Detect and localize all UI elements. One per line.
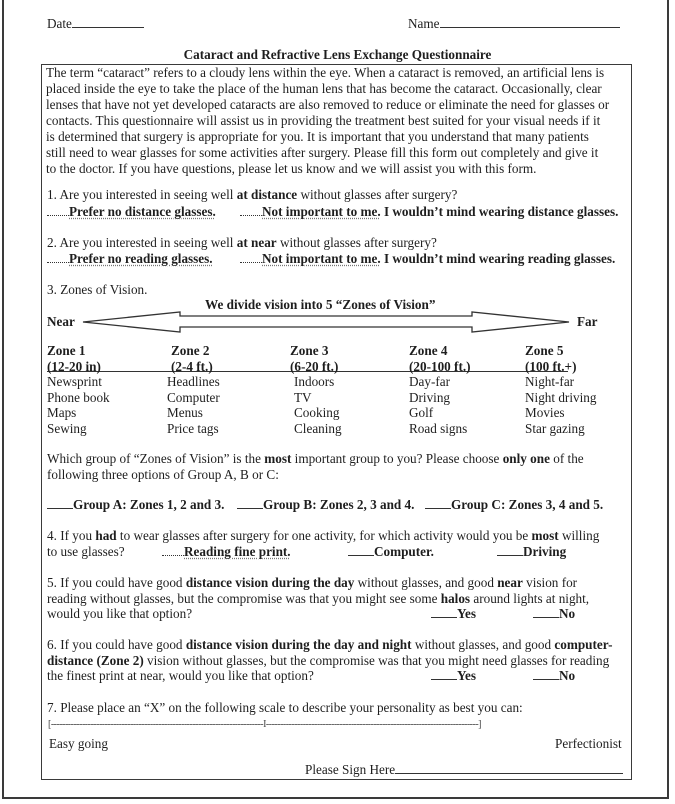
q4-blank-driving[interactable] [497,545,523,556]
question-5-line-2 [47,591,589,607]
signature-label: Please Sign Here [305,762,396,777]
group-q-text: of the [549,451,584,466]
q6-yes-option[interactable] [431,668,476,684]
q4-bold: most [531,528,559,543]
zone-item: Day-far [409,374,450,389]
q5-text: vision for [522,575,578,590]
q5-text: without glasses, and good [354,575,498,590]
q6-no-blank[interactable] [533,669,559,680]
group-c-label: Group C: Zones 3, 4 and 5. [451,497,604,512]
q5-text: reading without glasses, but the compromise was that you might see some [47,591,441,606]
q2-option-b-rest: I wouldn’t mind wearing reading glasses. [380,251,616,266]
zone-4-range: (20-100 ft.) [409,358,471,374]
zone-item: Sewing [47,420,87,436]
signature-line[interactable] [395,762,623,774]
zone-3-range: (6-20 ft.) [290,358,339,374]
q6-no-option[interactable] [533,668,575,684]
q5-bold: halos [440,591,471,606]
question-5-line-1 [47,575,577,591]
group-q-text: important group to you? Please choose [291,451,503,466]
scale-right-label: Perfectionist [555,736,622,751]
q6-no-label: No [559,668,576,683]
zone-3-column [290,343,342,436]
group-c-option[interactable] [425,497,603,513]
q6-bold: computer- [554,637,613,652]
q5-text: 5. If you could have good [47,575,186,590]
zone-item: Cooking [294,405,340,420]
zone-item: Night driving [525,389,597,405]
group-a-blank[interactable] [47,498,73,509]
q2-text: 2. Are you interested in seeing well [47,235,237,250]
group-question-line-2: following three options of Group A, B or C: [47,467,279,482]
q1-option-b-rest: I wouldn’t mind wearing distance glasses. [380,204,619,219]
q6-yes-label: Yes [457,668,477,683]
q1-text: 1. Are you interested in seeing well [47,187,237,202]
q2-option-a-label: Prefer no reading glasses. [69,251,213,266]
q5-text: around lights at night, [470,591,590,606]
zone-item: Movies [525,405,565,420]
question-5-line-3: would you like that option? [47,606,193,621]
zone-2-range: (2-4 ft.) [171,358,213,374]
zone-2-column [167,343,220,436]
date-label: Date [47,16,72,31]
question-6-line-2 [47,653,609,669]
zone-2-name: Zone 2 [171,343,210,358]
q6-bold: distance vision during the day and night [185,637,412,652]
zone-item: Star gazing [525,420,585,436]
zone-item: Night-far [525,374,575,389]
zone-5-name: Zone 5 [525,343,564,358]
question-4 [47,528,599,544]
zone-item: TV [294,389,312,405]
q5-yes-blank[interactable] [431,607,457,618]
q5-bold: distance vision during the day [185,575,355,590]
q4-option-reading-label: Reading fine print. [184,544,291,559]
group-question-line-1 [47,451,584,467]
zone-item: Indoors [294,374,335,389]
q1-text-end: without glasses after surgery? [297,187,458,202]
question-6-line-1 [47,637,613,653]
q6-bold: distance (Zone 2) [47,653,144,668]
zone-item: Computer [167,389,220,405]
zone-3-name: Zone 3 [290,343,329,358]
group-b-label: Group B: Zones 2, 3 and 4. [263,497,415,512]
q5-yes-label: Yes [457,606,477,621]
far-label: Far [577,314,598,329]
zone-item: Newsprint [47,374,102,389]
question-3-label: 3. Zones of Vision. [47,282,148,297]
personality-scale[interactable]: [---------------------------------------------------------------------------I---------------------------------------------------------------------------] [48,719,482,730]
q6-yes-blank[interactable] [431,669,457,680]
intro-line: placed inside the eye to take the place of the human lens that has become the cataract. Occasionally, clear [46,81,602,96]
question-7-label: 7. Please place an “X” on the following scale to describe your personality as best you can: [47,700,523,715]
q6-text: vision without glasses, but the compromise was that you might need glasses for reading [143,653,610,668]
zone-1-name: Zone 1 [47,343,86,358]
q4-line-2: to use glasses? [47,544,125,559]
q5-no-option[interactable] [533,606,575,622]
q1-bold: at distance [236,187,298,202]
group-b-blank[interactable] [237,498,263,509]
zone-5-column [525,343,596,436]
q4-option-driving[interactable] [497,544,566,560]
question-6-line-3: the finest print at near, would you like that option? [47,668,314,683]
zone-item: Maps [47,405,77,420]
zone-4-column [409,343,471,436]
q2-bold: at near [236,235,277,250]
q1-option-a-label: Prefer no distance glasses. [69,204,216,219]
zone-5-range: (100 ft.+) [525,358,577,374]
group-q-text: Which group of “Zones of Vision” is the [47,451,265,466]
q4-text: willing [558,528,600,543]
zone-item: Phone book [47,389,110,405]
zone-item: Headlines [167,374,220,389]
group-c-blank[interactable] [425,498,451,509]
q5-yes-option[interactable] [431,606,476,622]
zone-item: Menus [167,405,203,420]
zone-1-range: (12-20 in) [47,358,101,374]
q4-option-driving-label: Driving [523,544,567,559]
form-title: Cataract and Refractive Lens Exchange Questionnaire [183,47,492,62]
q4-option-computer-label: Computer. [374,544,434,559]
zone-4-name: Zone 4 [409,343,448,358]
zone-item: Price tags [167,420,219,436]
q1-option-b-label: Not important to me. [262,204,381,219]
intro-line: to the doctor. If you have questions, please let us know and we will assist you with this form. [46,161,537,176]
q6-text: without glasses, and good [411,637,555,652]
intro-line: lenses that have not yet developed cataracts are also removed to reduce or eliminate the need for glasses or [46,97,610,112]
q4-blank-reading[interactable] [162,545,184,556]
signature-field[interactable] [305,762,623,778]
q4-blank-computer[interactable] [348,545,374,556]
scale-left-label: Easy going [49,736,108,751]
name-label: Name [408,16,440,31]
zone-item: Road signs [409,420,468,436]
intro-line: still need to wear glasses for some activities after surgery. Please fill this form out completely and give it [46,145,599,160]
group-b-option[interactable] [237,497,414,513]
q4-text: to wear glasses after surgery for one activity, for which activity would you be [116,528,532,543]
q4-option-computer[interactable] [348,544,434,560]
intro-line: is determined that surgery is appropriate for you. It is important that you understand that many patients [46,129,589,144]
intro-line: contacts. This questionnaire will assist us in providing the treatment best suited for your visual needs if it [46,113,601,128]
group-q-bold: most [264,451,292,466]
zone-item: Golf [409,405,434,420]
intro-line: The term “cataract” refers to a cloudy lens within the eye. When a cataract is removed, an artificial lens is [46,65,605,80]
q6-text: 6. If you could have good [47,637,186,652]
q2-text-end: without glasses after surgery? [276,235,437,250]
zone-1-column [47,343,110,436]
zone-item: Cleaning [294,420,342,436]
q4-text: 4. If you [47,528,96,543]
q4-bold: had [95,528,117,543]
group-a-option[interactable] [47,497,224,513]
group-q-bold: only one [502,451,550,466]
q5-no-blank[interactable] [533,607,559,618]
q5-no-label: No [559,606,576,621]
zones-arrow-caption: We divide vision into 5 “Zones of Vision” [205,297,436,312]
q5-bold: near [497,575,523,590]
q2-option-b-label: Not important to me. [262,251,381,266]
q4-option-reading[interactable] [162,544,291,560]
zone-item: Driving [409,389,451,405]
group-a-label: Group A: Zones 1, 2 and 3. [73,497,225,512]
near-label: Near [47,314,75,329]
